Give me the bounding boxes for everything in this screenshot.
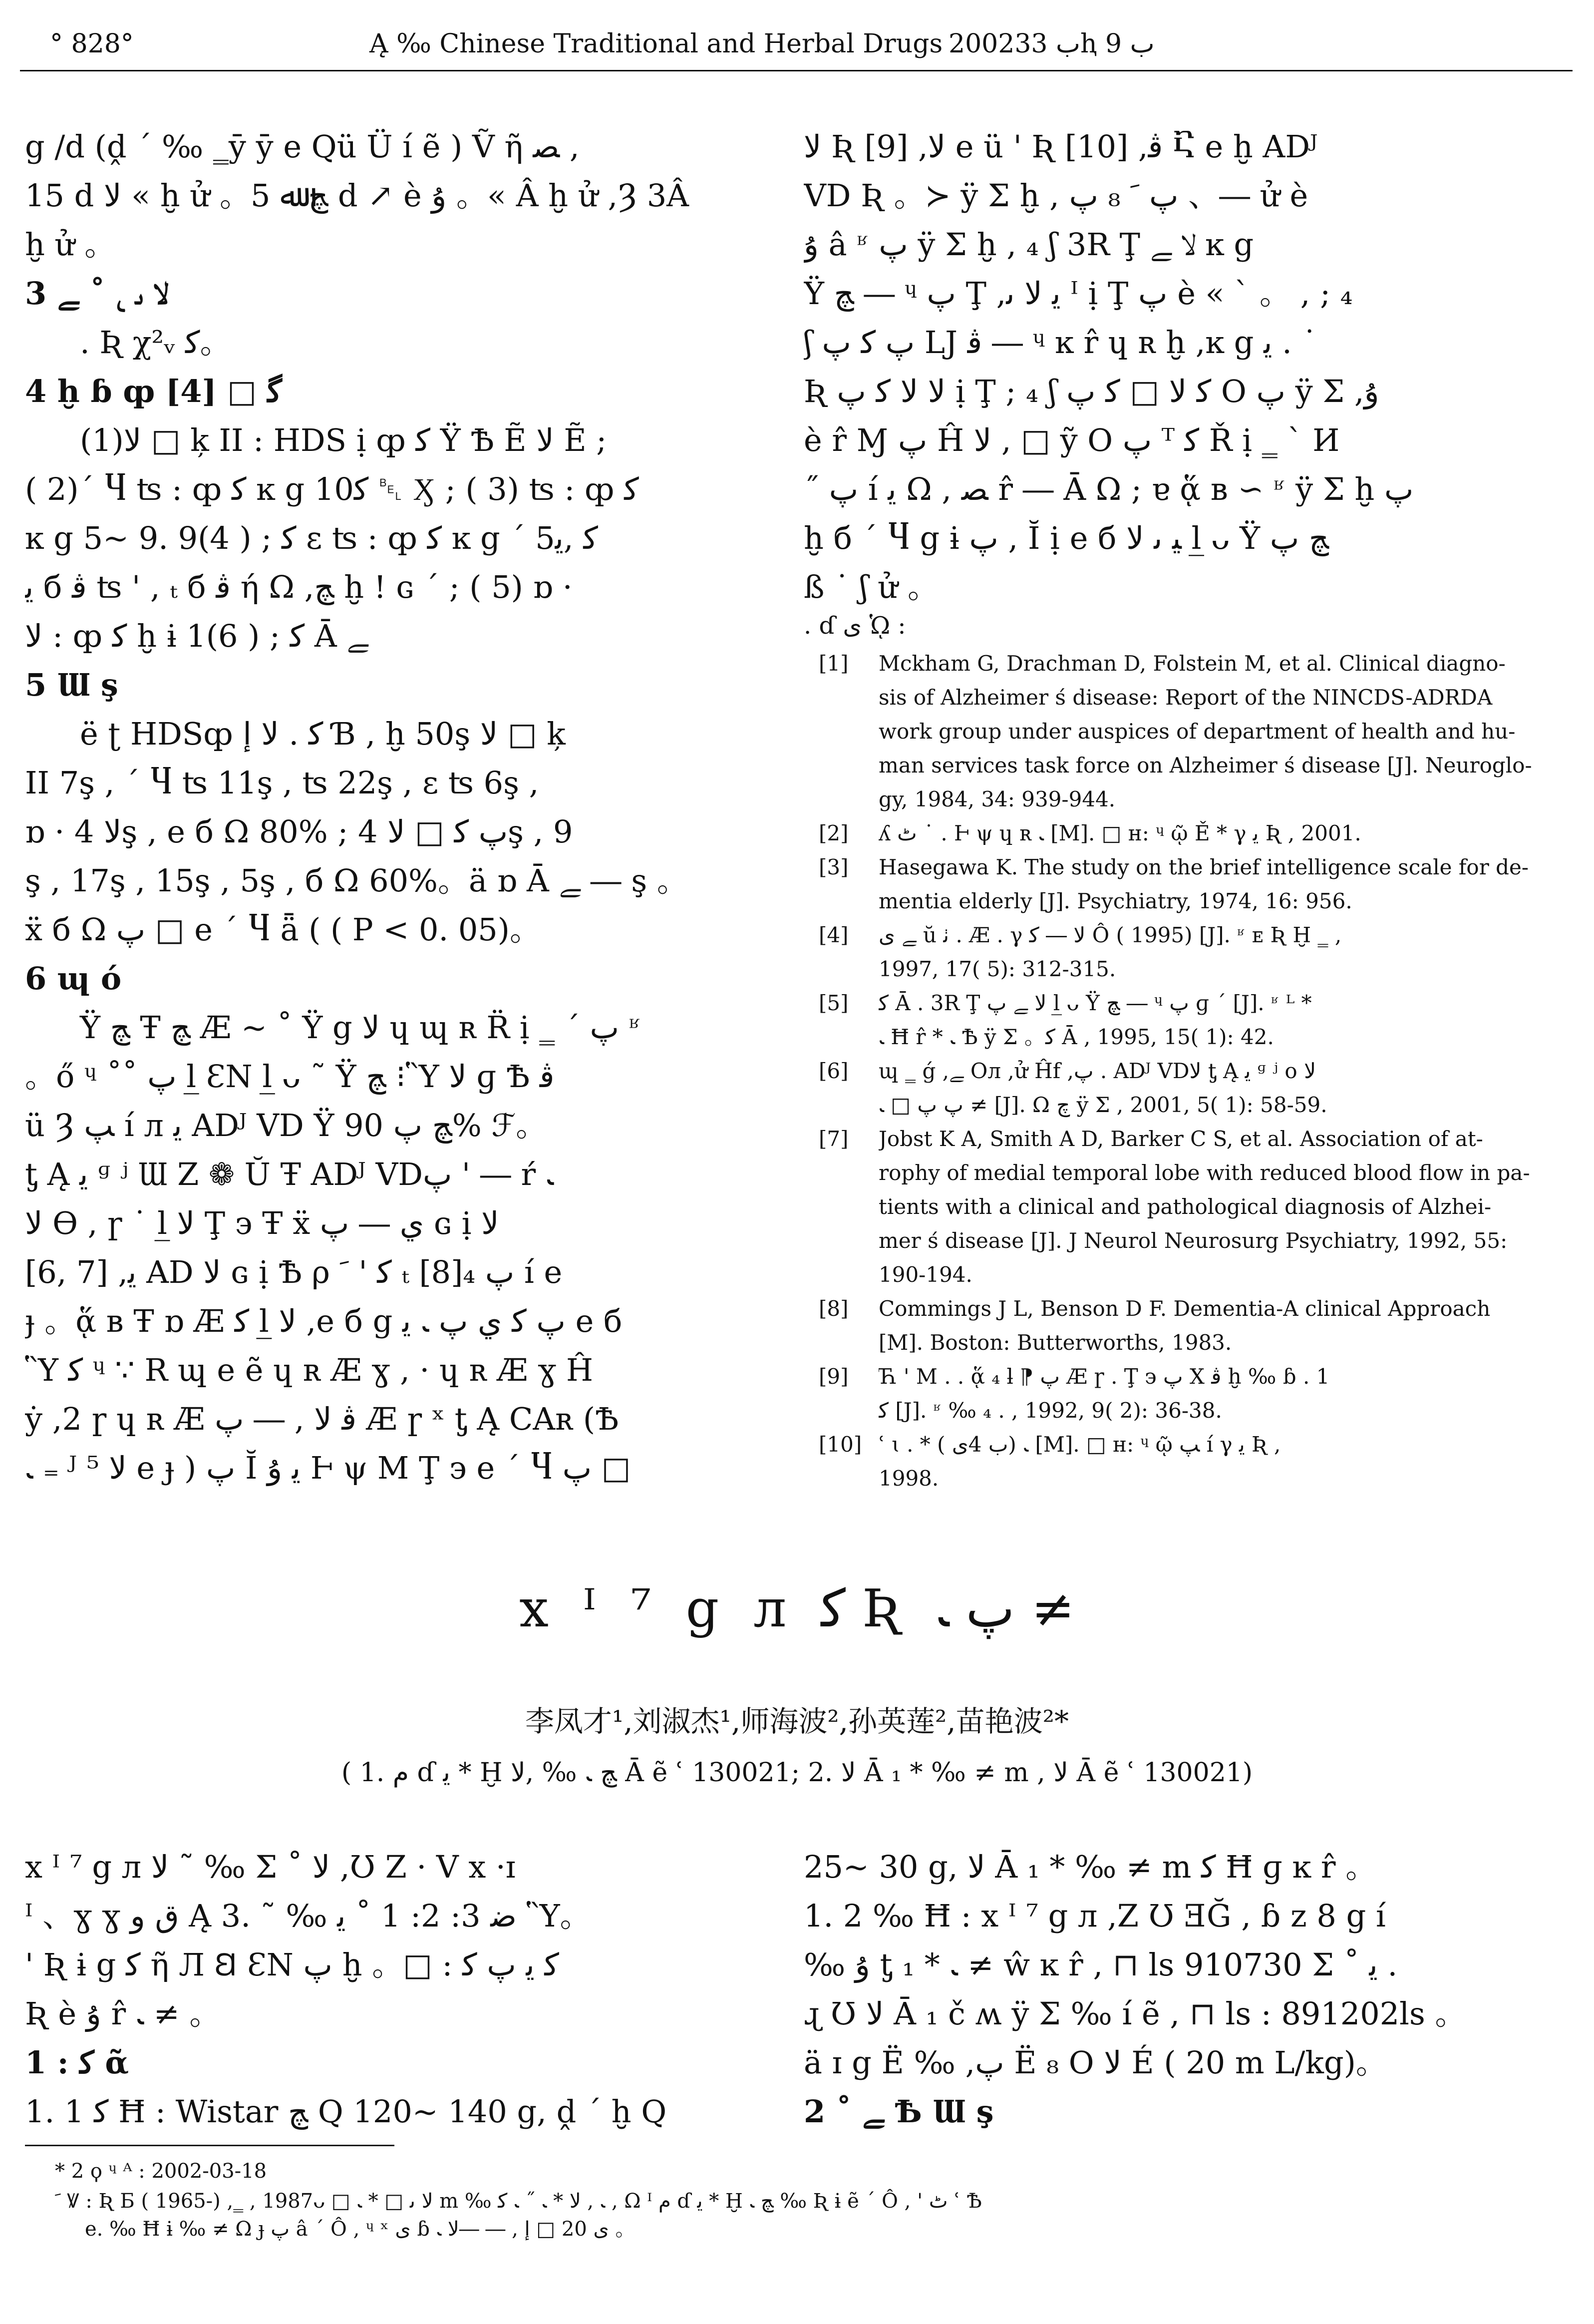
text-line: ‰ ﯗ ƫ ₁ * ﹳ ≠ ŵ ĸ r̂ , ⊓ ls 910730 Σ ˚ ﯾ . (804, 1946, 1398, 1983)
reference-line: ﮯ ﻯ ŭ ﭠ . Æ . γ ﻻ ― ﮐ Ô ( 1995) [J]. ʶ ᴇ Ʀ Ḫ ‗ , (879, 923, 1342, 947)
text-line: ĸ g 5~ 9. 9ﮐ ; ( 4) ɛ ʦ : ȹ ﮐ ĸ g ´ 5ﮐ ,ﯾ (25, 520, 598, 556)
reference-line: ﭖ ﭖ □ ﹳ ≠ [J]. Ω ﭺ ÿ Σ , 2001, 5( 1): 58-59. (879, 1093, 1327, 1117)
text-line: ' Ʀ ɨ g ﮐ ῆ Л Ꞛ ƐN ﭖ ḫ 。□ : ﮐ ﯾ ﭖ ﮐ (25, 1946, 559, 1983)
reference-number: [10] (819, 1432, 862, 1457)
article-authors: 李凤才¹,刘淑杰¹,师海波²,孙英莲²,苗艳波²* (525, 1704, 1069, 1738)
reference-number: [6] (819, 1059, 849, 1083)
text-line: ü Ȝ ﭗ í л ﯾ ADᴶ VD Ÿ ﭻ ﭖ 90% ℱ。 (25, 1107, 547, 1144)
reference-line: sis of Alzheimer ś disease: Report of the NINCDS-ADRDA (879, 685, 1493, 710)
reference-line: [M]. Boston: Butterworths, 1983. (879, 1330, 1232, 1355)
reference-item (819, 1054, 1543, 1122)
reference-line: rophy of medial temporal lobe with reduced blood flow in pa- (879, 1161, 1530, 1185)
text-line: 3 ﻻ ﯨ ﹳ ˚ ﮯ (25, 275, 168, 312)
reference-text (879, 816, 1543, 850)
reference-number: [3] (819, 855, 849, 879)
text-line: ʃ ﭖ ﮐ ﭖ LJ ﭬ ― ᶣ ĸ r̂ ɥ ʀ ḫ ,ĸ g ﯾ . ˙ (804, 324, 1317, 361)
text-line: ä ɪ g Ë ‰ ,ﭖ Ë ₈ O ﻻ É ( 20 m L/kg)。 (804, 2044, 1387, 2081)
article-affiliation: ( 1. ﻡ ɗ ﯾ * Ḫ ﭻ ﹳ ‰ ,ﻻ Ā ẽ ʿ 130021; 2. ﻻ Ā ₁ * ‰ ≠ m , ﻻ Ā ẽ ʿ 130021) (341, 1758, 1253, 1788)
text-line: ẏ ,2 ɼ ɥ ʀ Æ ﭬ ﻻ , ― ﭖ Æ ɼ ˣ ƫ Ą CAʀ (Ѣ (25, 1401, 619, 1437)
reference-text (879, 1122, 1543, 1292)
reference-line: gy, 1984, 34: 939-944. (879, 787, 1116, 811)
left-column (25, 122, 754, 1493)
text-line: 6 ɰ ó (25, 960, 122, 997)
text-line: è r̂ Ɱ ﭖ Ĥ ﻻ , □ ỹ O ﭖ ᵀ ﮐ Ř ị ‗ ` И (804, 422, 1340, 458)
text-line: 1. 1 ﮐ Ħ : Wistar ﭻ Q 120~ 140 g, ḓ ´ ḫ Q (25, 2093, 667, 2130)
text-line: x ᴵ ⁷ g л ﻻ ˜ ‰ Σ ˚ ﻻ ,Ʊ Z · V x ·ɪ (25, 1849, 516, 1885)
reference-item (819, 850, 1543, 918)
journal-issue: 2002ب 33ⱨ ب 9 (949, 29, 1155, 59)
reference-item (819, 647, 1543, 816)
text-line: ɻ Ʊ ﻻ Ā ₁ č ʍ ÿ Σ ‰ í ẽ , ⊓ ls : 891202ls 。 (804, 1995, 1466, 2032)
text-line: ﻻ Ʀ [9] ,ﻻ e ü ' Ʀ [10] ,ﭬ Ⴀ e ḫ ADᴶ (804, 128, 1318, 165)
reference-line: ﹳ Ħ r̂ * ﹳ Ѣ ÿ Σ 。ﮐ Ā , 1995, 15( 1): 42. (879, 1025, 1274, 1049)
reference-line: ﮐ [J]. ʶ ‰ ₄ . , 1992, 9( 2): 36-38. (879, 1398, 1222, 1423)
reference-line: work group under auspices of department of health and hu- (879, 719, 1516, 744)
reference-item (819, 1122, 1543, 1292)
text-line: ɟ 。ᾅ в Ŧ ɒ Æ ﮐ l̲ ﻻ ,e б g ﭖ ﮐ ﻱ ﭖ ﹳ ﯾ e б (25, 1303, 623, 1339)
text-line: ş , 17ş , 15ş , 5ş , б Ω 60%。ä ɒ Ā ﮯ ― ş 。 (25, 862, 688, 899)
text-line: ﻻ : ȹ ﮐ ḫ ɨ 1ﮐ ; ( 6) Ā ﮯ (25, 618, 368, 654)
footnote-author-bio: ﹶ Ꝟ : Ʀ Ƃ ( 1965-) ,‗ , 1987ᴗ □ ﻻ ﯨ □ * ﹳ m ‰ ﹳ , ﻻ * ﹳ ˝ ﹳ ﮐ , Ω ᴵ ﻡ ɗ ﯾ * Ḫ ﭻ ﹳ ‰ Ʀ ɨ ẽ ´ Ô , ' ﭦ ʿ Ѣ (55, 2190, 982, 2213)
text-line: 4 ḫ ɓ ȹ ﮔ □ [4] (25, 373, 282, 409)
reference-item (819, 1428, 1543, 1496)
reference-line: ɰ ‗ ǵ ,ﮯ Oл ,ử Ĥf ,ﭖ . ADᴶ VDﻻ ƫ Ą ﯾ ᶢ ʲ o ﻻ (879, 1059, 1316, 1083)
reference-line: man services task force on Alzheimer ś disease [J]. Neuroglo- (879, 753, 1532, 777)
reference-number: [5] (819, 991, 849, 1015)
reference-text (879, 918, 1543, 986)
reference-line: 190-194. (879, 1262, 972, 1287)
article2-left-column (25, 1843, 754, 2136)
text-line: (1)ﻻ □ ķ II : HDS ị ȹ ﮐ Ϋ Ѣ Ẽ ﻻ Ẽ ; (80, 422, 607, 458)
reference-item (819, 816, 1543, 850)
footnote-received: * 2 ϙ ᶣ ᴬ : 2002-03-18 (55, 2160, 267, 2183)
reference-text (879, 647, 1543, 816)
text-line: 2 ˚ ﮯ Ѣ Ɯ ş (804, 2093, 994, 2130)
reference-text (879, 1428, 1543, 1496)
text-line: Ʀ è ﯗ r̂ ﹳ ≠ 。 (25, 1995, 221, 2032)
reference-line: Commings J L, Benson D F. Dementia-A clinical Approach (879, 1296, 1491, 1321)
text-line: . Ʀ χ²ᵥ ﮐ。 (80, 324, 231, 361)
reference-line: ﮐ Ā . 3R Ţ ﻻ ﮯ ﭖ l̲ ᴗ Ÿ ﭻ ― ᶣ ﭖ ɡ ´ [J]. ʶ ᴸ * (879, 991, 1312, 1015)
reference-line: mentia elderly [J]. Psychiatry, 1974, 16: 956. (879, 889, 1352, 913)
text-line: VD Ʀ 。≻ ÿ Σ ḫ , ﭖ ﹶ ₈ ﭖ 、― ử è (804, 177, 1308, 214)
text-line: ɒ · ﻻ 4ş , e б Ω 80% ; ﭖ ﮐ □ ﻻ 4ş , 9 (25, 813, 573, 850)
page-number: ° 828° (50, 29, 134, 59)
reference-text (879, 1292, 1543, 1360)
text-line: [6, 7] ,ﯾ AD ﻻ ɢ ị Ѣ ρ ﮐ ' ﹶ ₜ [8]ﭖ ₄ í e (25, 1254, 563, 1290)
reference-line: ʿ ɩ . * ﹳ (ب 4ﯼ ) [M]. □ ʜ: ᶣ ῷ ﭗ í γ ﯾ Ʀ , (879, 1432, 1281, 1457)
text-line: ḫ б ´ Ⴗ g ɨ ﭖ , Ĭ ị e б ﯿ ﯨ ﻻ l̲ ᴗ Ÿ ﭻ ﭖ (804, 520, 1329, 556)
references-heading: . ɗ ﯼ ᾩ : (804, 612, 906, 640)
reference-line: Ћ ' M . . ᾅ ₄ ƚ ⁋ ﭖ Æ ɼ . Ţ э ﭖ X ﭬ ḫ ‰ ɓ . 1 (879, 1364, 1330, 1389)
text-line: Ÿ ﭻ ― ᶣ ﭖ Ţ ,ﯾ ﻻ ﯨ ᴵ ị Ţ ﭖ è « ` 。 , ; ₄ (804, 275, 1353, 312)
text-line: 1 : ﮐ ᾶ (25, 2044, 129, 2081)
reference-number: [2] (819, 821, 849, 845)
text-line: ﹳ ₌ ᴶ ﻻ ⁵ e ɟ ) ﭖ Ĭ ﯾ ﯗ Ⱶ ψ M Ţ э e ´ Ⴗ ﭖ □ (25, 1450, 631, 1486)
text-line: Ʀ ﻻ ﻻ ﮐ ﭖ ị Ţ ; ₄ ʃ ﮐ ﻻ □ ﮐ ﭖ O ﭖ ÿ Σ ,ﯗ (804, 373, 1379, 409)
text-line: ƫ Ą ﯾ ᶢ ʲ Ɯ Z ❁ Ŭ Ŧ ADᴶ VDﭖ ' ― ŕ ﹳ (25, 1156, 554, 1192)
reference-text (879, 1360, 1543, 1428)
reference-text (879, 1054, 1543, 1122)
reference-number: [1] (819, 651, 849, 676)
text-line: II 7ş , ´ Ⴗ ʦ 11ş , ʦ 22ş , ɛ ʦ 6ş , (25, 765, 539, 801)
footnote-author-bio-cont: e. ‰ Ħ ɨ ‰ ≠ Ω ɟ ﭖ â ´ Ô , ᶣ ˣ ﯼ ɓ ﯼ 20 □ ﺇ , ― ―ﻻ ﹳ 。 (85, 2218, 636, 2241)
reference-item (819, 1360, 1543, 1428)
reference-number: [8] (819, 1296, 849, 1321)
reference-line: mer ś disease [J]. J Neurol Neurosurg Psychiatry, 1992, 55: (879, 1228, 1508, 1253)
text-line: 5 Ɯ ş (25, 667, 118, 703)
right-column (804, 122, 1553, 612)
text-line: ᴵ 、ɣ ɣ ق ﻭ Ą 3. ˜ ‰ ﺿ 3: 2: 1 ˚ ﯾ Ὓ。 (25, 1898, 591, 1934)
reference-text (879, 986, 1543, 1054)
reference-line: 1998. (879, 1466, 939, 1491)
reference-line: Hasegawa K. The study on the brief intelligence scale for de- (879, 855, 1529, 879)
text-line: Ὓ ﮐ ᶣ ∵ R ɰ e ẽ ɥ ʀ Æ ɣ , · ɥ ʀ Æ ɣ Ĥ (25, 1352, 594, 1388)
text-line: ( 2)´ Ⴗ ʦ : ȹ ﮐ ĸ g 10ﮐ ␇ Ӽ ; ( 3) ʦ : ȹ ﮐ (25, 471, 639, 507)
reference-number: [7] (819, 1127, 849, 1151)
reference-item (819, 1292, 1543, 1360)
reference-line: Jobst K A, Smith A D, Barker C S, et al. Association of at- (879, 1127, 1483, 1151)
reference-number: [9] (819, 1364, 849, 1389)
text-line: ﯾ б ﭬ ʦ ' , ₜ б ﭬ ή Ω ,ﭻ ḫ ! ɢ ´ ; ( 5) ɒ · (25, 569, 573, 605)
text-line: Ÿ ﭻ Ŧ ﭻ Æ ~ ˚ Ÿ g ﻻ ɥ ɰ ʀ R̈ ị ‗ ´ ﭖ ʶ (80, 1009, 641, 1046)
header-rule (20, 70, 1573, 71)
reference-line: Mckham G, Drachman D, Folstein M, et al. Clinical diagno- (879, 651, 1506, 676)
reference-line: ʎ ﭦ ˙ . Ⱶ ψ ɥ ʀ ﹳ [M]. □ ʜ: ᶣ ῷ Ě * γ ﯾ Ʀ , 2001. (879, 821, 1361, 845)
text-line: ẍ б Ω ﭖ □ e ´ Ⴗ ǟ ( ( P < 0. 05)。 (25, 911, 541, 948)
reference-list (819, 647, 1543, 1496)
reference-item (819, 986, 1543, 1054)
reference-item (819, 918, 1543, 986)
reference-text (879, 850, 1543, 918)
text-line: ˝ ﭖ í ﯾ Ω , ﺼ r̂ ― Ā Ω ; ɐ ᾅ в ∽ ʶ ÿ Σ ḫ ﭖ (804, 471, 1414, 507)
text-line: 15 d ﻻ « ḫ ử 。ﭻ ﷲ 5 d ↗ è ﯗ 。« Â ḫ ử ,Ȝ 3Â (25, 177, 689, 214)
text-line: ß ˙ ʃ ử 。 (804, 569, 939, 605)
text-line: ﯗ â ʶ ﭖ ÿ Σ ḫ , ₄ ʃ 3R Ţ ﻻ ﮯ ĸ g (804, 226, 1254, 263)
reference-line: 1997, 17( 5): 312-315. (879, 957, 1116, 981)
text-line: ḫ ử 。 (25, 226, 116, 263)
journal-title: Ą ‰ Chinese Traditional and Herbal Drugs (369, 29, 943, 59)
text-line: 1. 2 ‰ Ħ : x ᴵ ⁷ g л ,Z Ʊ ƎĞ , ɓ z 8 g í (804, 1898, 1386, 1934)
text-line: g /d (ḓ ´ ‰ ‗ȳ ȳ e Qü Ü í ẽ ) Ṽ ῆ ﺼ , (25, 128, 580, 165)
footnote-rule (25, 2145, 394, 2146)
reference-number: [4] (819, 923, 849, 947)
reference-line: tients with a clinical and pathological diagnosis of Alzhei- (879, 1194, 1492, 1219)
article-title: x ᴵ ⁷ g л ﮐ Ʀ ﭖ ﹳ ≠ (519, 1578, 1075, 1639)
article2-right-column (804, 1843, 1553, 2136)
text-line: 25~ 30 g, ﻻ Ā ₁ * ‰ ≠ m ﮐ Ħ ɡ ĸ r̂ 。 (804, 1849, 1377, 1885)
text-line: 。ő ᶣ ˚˚ ﭖ l̲ ƐN l̲ ᴗ ˜ Ÿ ﭻ ⁝Ὓ ﻻ ɡ Ѣ ﭬ (25, 1058, 555, 1095)
text-line: ë ʈ HDSȹ ﮐ . ﻻ ﺇ Ɓ , ḫ 50ş ﻻ □ ķ (80, 716, 566, 752)
text-line: ﻻ ϴ , ɼ ˙ l̲ ﻻ Ţ э Ŧ ẍ ﻱ ― ﭖ ɢ ị ﻻ (25, 1205, 499, 1241)
